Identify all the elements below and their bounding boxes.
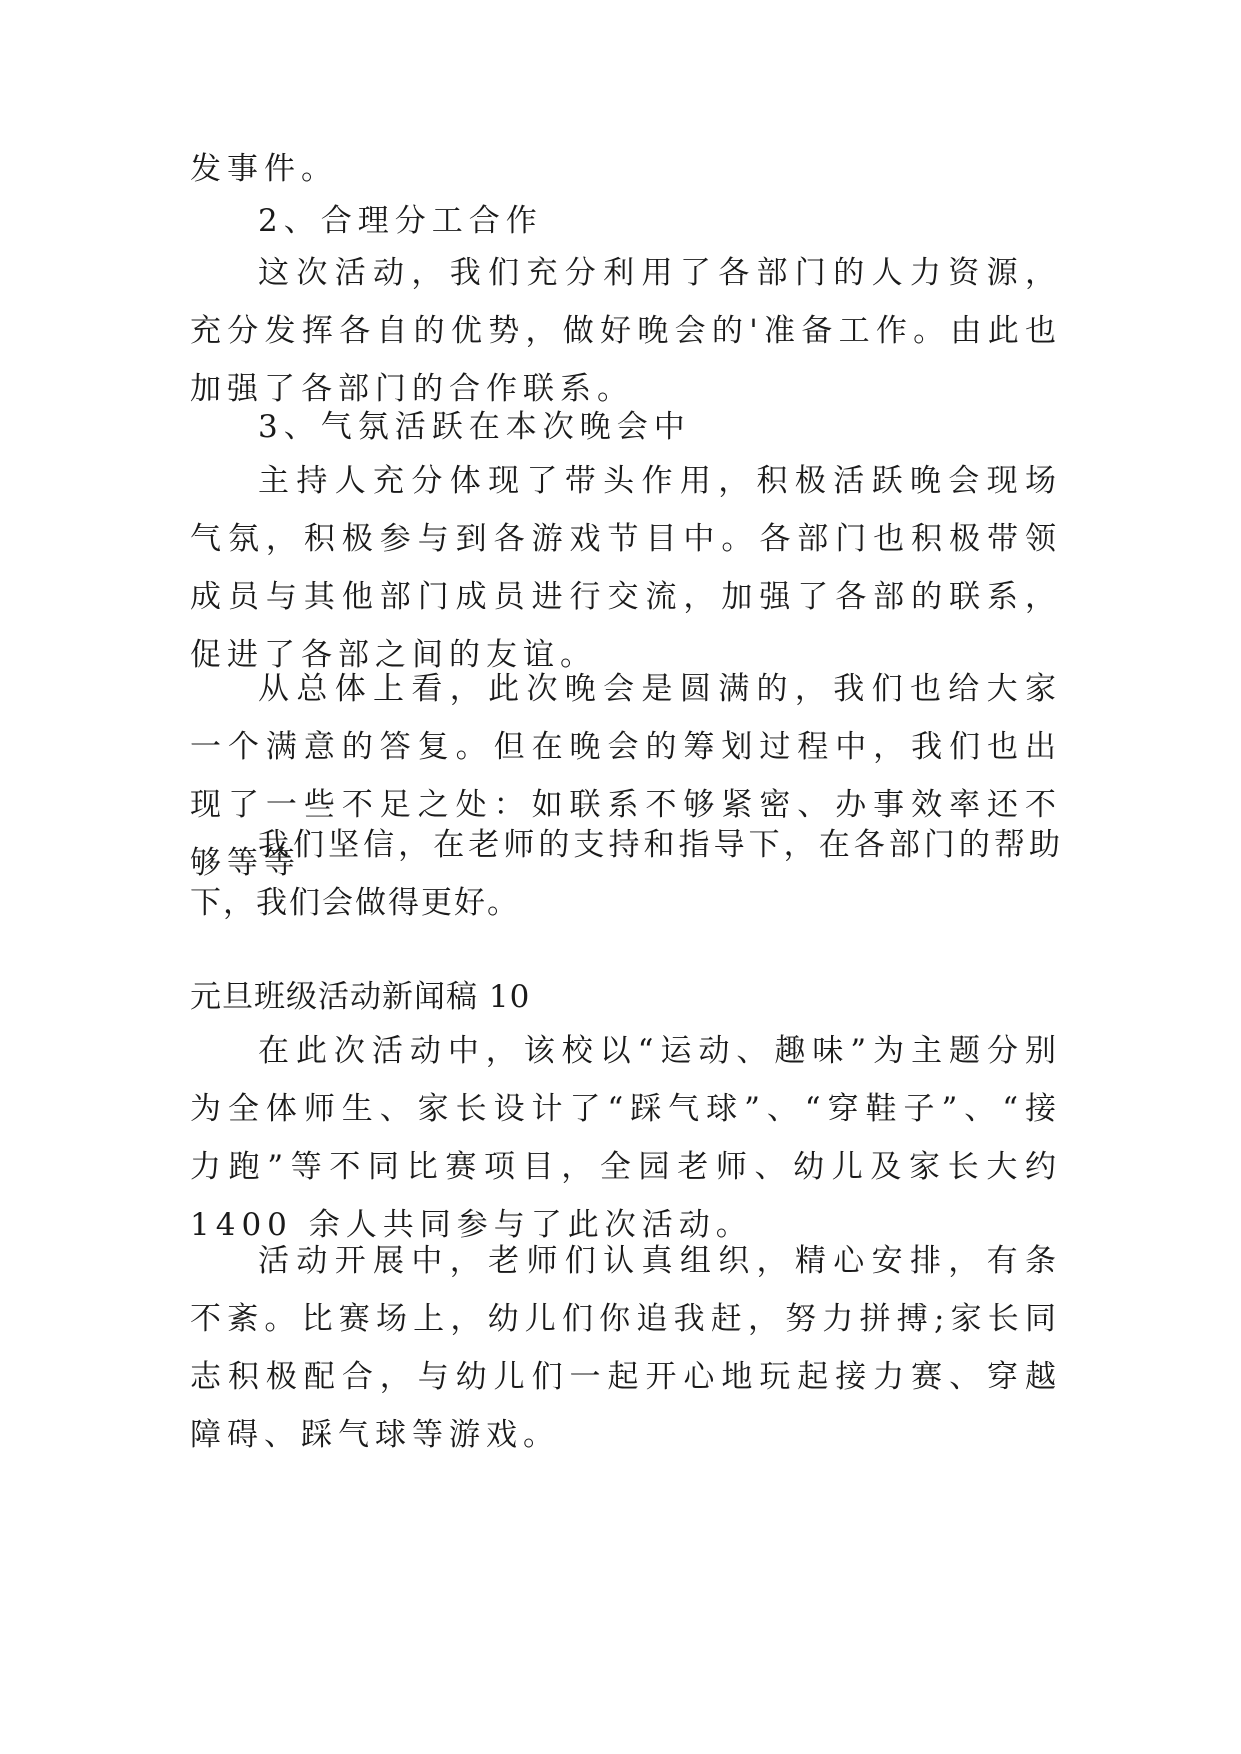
article-title: 元旦班级活动新闻稿 10 (190, 979, 531, 1015)
paragraph: 从总体上看，此次晚会是圆满的，我们也给大家一个满意的答复。但在晚会的筹划过程中，我们也出现了一些不足之处：如联系不够紧密、办事效率还不够等等 (190, 671, 1062, 881)
paragraph: 活动开展中，老师们认真组织，精心安排，有条不紊。比赛场上，幼儿们你追我赶，努力拼搏;家长同志积极配合，与幼儿们一起开心地玩起接力赛、穿越障碍、踩气球等游戏。 (190, 1243, 1062, 1453)
paragraph: 主持人充分体现了带头作用，积极活跃晚会现场气氛，积极参与到各游戏节目中。各部门也积极带领成员与其他部门成员进行交流，加强了各部的联系，促进了各部之间的友谊。 (190, 463, 1062, 673)
section-subheading: 3、气氛活跃在本次晚会中 (258, 409, 691, 445)
paragraph: 我们坚信，在老师的支持和指导下，在各部门的帮助下，我们会做得更好。 (190, 827, 1062, 921)
paragraph-continuation: 发事件。 (190, 151, 338, 187)
section-subheading: 2、合理分工合作 (258, 203, 543, 239)
paragraph: 这次活动，我们充分利用了各部门的人力资源，充分发挥各自的优势，做好晚会的'准备工作。由此也加强了各部门的合作联系。 (190, 255, 1062, 407)
paragraph: 在此次活动中，该校以“运动、趣味”为主题分别为全体师生、家长设计了“踩气球”、“穿鞋子”、“接力跑”等不同比赛项目，全园老师、幼儿及家长大约 1400 余人共同参与了此次活动。 (190, 1033, 1062, 1243)
